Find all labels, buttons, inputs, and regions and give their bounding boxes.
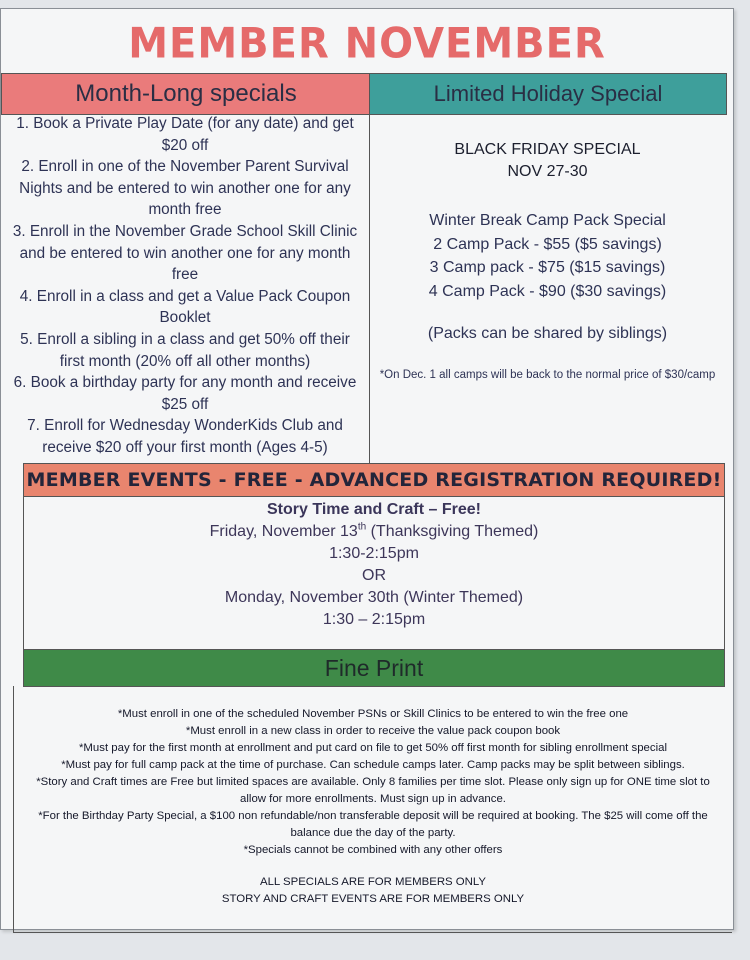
special-item-6: 6. Book a birthday party for any month and receive $25 off xyxy=(13,374,357,413)
camp-pack-block xyxy=(370,209,725,303)
event-time-1: 1:30-2:15pm xyxy=(329,545,419,562)
member-events-panel xyxy=(23,495,725,649)
special-item-7: 7. Enroll for Wednesday WonderKids Club and receive $20 off your first month (Ages 4-5) xyxy=(27,417,343,456)
event-or: OR xyxy=(362,567,386,584)
event-title: Story Time and Craft – Free! xyxy=(267,501,481,518)
fine-print-list xyxy=(14,706,732,859)
fine-print-header xyxy=(23,649,725,687)
fine-print-panel xyxy=(13,686,732,933)
page-title: MEMBER NOVEMBER xyxy=(128,19,606,69)
member-events-header xyxy=(23,463,725,497)
members-only-note: ALL SPECIALS ARE FOR MEMBERS ONLY xyxy=(260,876,486,888)
camp-pack-line: 2 Camp Pack - $55 ($5 savings) xyxy=(433,235,662,253)
month-long-list-panel xyxy=(1,113,370,463)
flyer-sheet xyxy=(0,8,734,930)
holiday-panel xyxy=(370,113,725,463)
holiday-header xyxy=(369,73,727,115)
event-date-1 xyxy=(24,521,724,543)
special-item-2: 2. Enroll in one of the November Parent Survival Nights and be entered to win another one for any month free xyxy=(19,158,351,219)
holiday-header-label: Limited Holiday Special xyxy=(433,81,663,106)
camp-pack-title: Winter Break Camp Pack Special xyxy=(429,212,666,229)
month-long-header-label: Month-Long specials xyxy=(75,80,297,107)
fine-print-footer xyxy=(14,874,732,908)
fine-print-header-label: Fine Print xyxy=(324,654,424,681)
black-friday-dates: NOV 27-30 xyxy=(507,163,588,180)
month-long-list xyxy=(1,113,369,459)
price-note: *On Dec. 1 all camps will be back to the normal price of $30/camp xyxy=(379,369,716,381)
events-members-only-note: STORY AND CRAFT EVENTS ARE FOR MEMBERS ONLY xyxy=(221,893,525,905)
fine-print-item: *Must enroll in a new class in order to receive the value pack coupon book xyxy=(185,725,561,737)
black-friday-title: BLACK FRIDAY SPECIAL xyxy=(454,141,641,158)
special-item-4: 4. Enroll in a class and get a Value Pack Coupon Booklet xyxy=(19,287,351,327)
special-item-1: 1. Book a Private Play Date (for any date) and get $20 off xyxy=(16,115,354,154)
fine-print-item: *Must pay for full camp pack at the time of purchase. Can schedule camps later. Camp packs may be split between siblings. xyxy=(61,759,685,771)
black-friday-block xyxy=(370,139,725,183)
share-note: (Packs can be shared by siblings) xyxy=(427,325,668,342)
event-date-2: Monday, November 30th (Winter Themed) xyxy=(224,589,524,606)
fine-print-item: *For the Birthday Party Special, a $100 non refundable/non transferable deposit will be required at booking. The $25 will come off the balance due the day of the party. xyxy=(38,810,708,839)
special-item-5: 5. Enroll a sibling in a class and get 50% off their first month (20% off all other months) xyxy=(20,330,350,370)
member-events-header-label: MEMBER EVENTS - FREE - ADVANCED REGISTRATION REQUIRED! xyxy=(26,469,722,491)
special-item-3: 3. Enroll in the November Grade School Skill Clinic and be entered to win another one for any month free xyxy=(12,222,358,284)
event-time-2: 1:30 – 2:15pm xyxy=(322,611,426,628)
camp-pack-line: 4 Camp Pack - $90 ($30 savings) xyxy=(428,282,667,300)
month-long-header xyxy=(1,73,371,115)
fine-print-item: *Story and Craft times are Free but limited spaces are available. Only 8 families per time slot. Please only sign up for ONE time slot to allow for more enrollments. Must sign up in advance. xyxy=(36,776,710,805)
event-date-1-suffix: th xyxy=(357,521,367,533)
fine-print-item: *Specials cannot be combined with any other offers xyxy=(243,844,503,856)
fine-print-item: *Must pay for the first month at enrollment and put card on file to get 50% off first month for sibling enrollment special xyxy=(79,742,667,754)
fine-print-item: *Must enroll in one of the scheduled November PSNs or Skill Clinics to be entered to win the free one xyxy=(117,708,629,720)
camp-pack-line: 3 Camp pack - $75 ($15 savings) xyxy=(429,259,666,276)
event-date-1-text: Friday, November 13 xyxy=(209,523,358,540)
event-date-1-theme: (Thanksgiving Themed) xyxy=(366,523,539,540)
